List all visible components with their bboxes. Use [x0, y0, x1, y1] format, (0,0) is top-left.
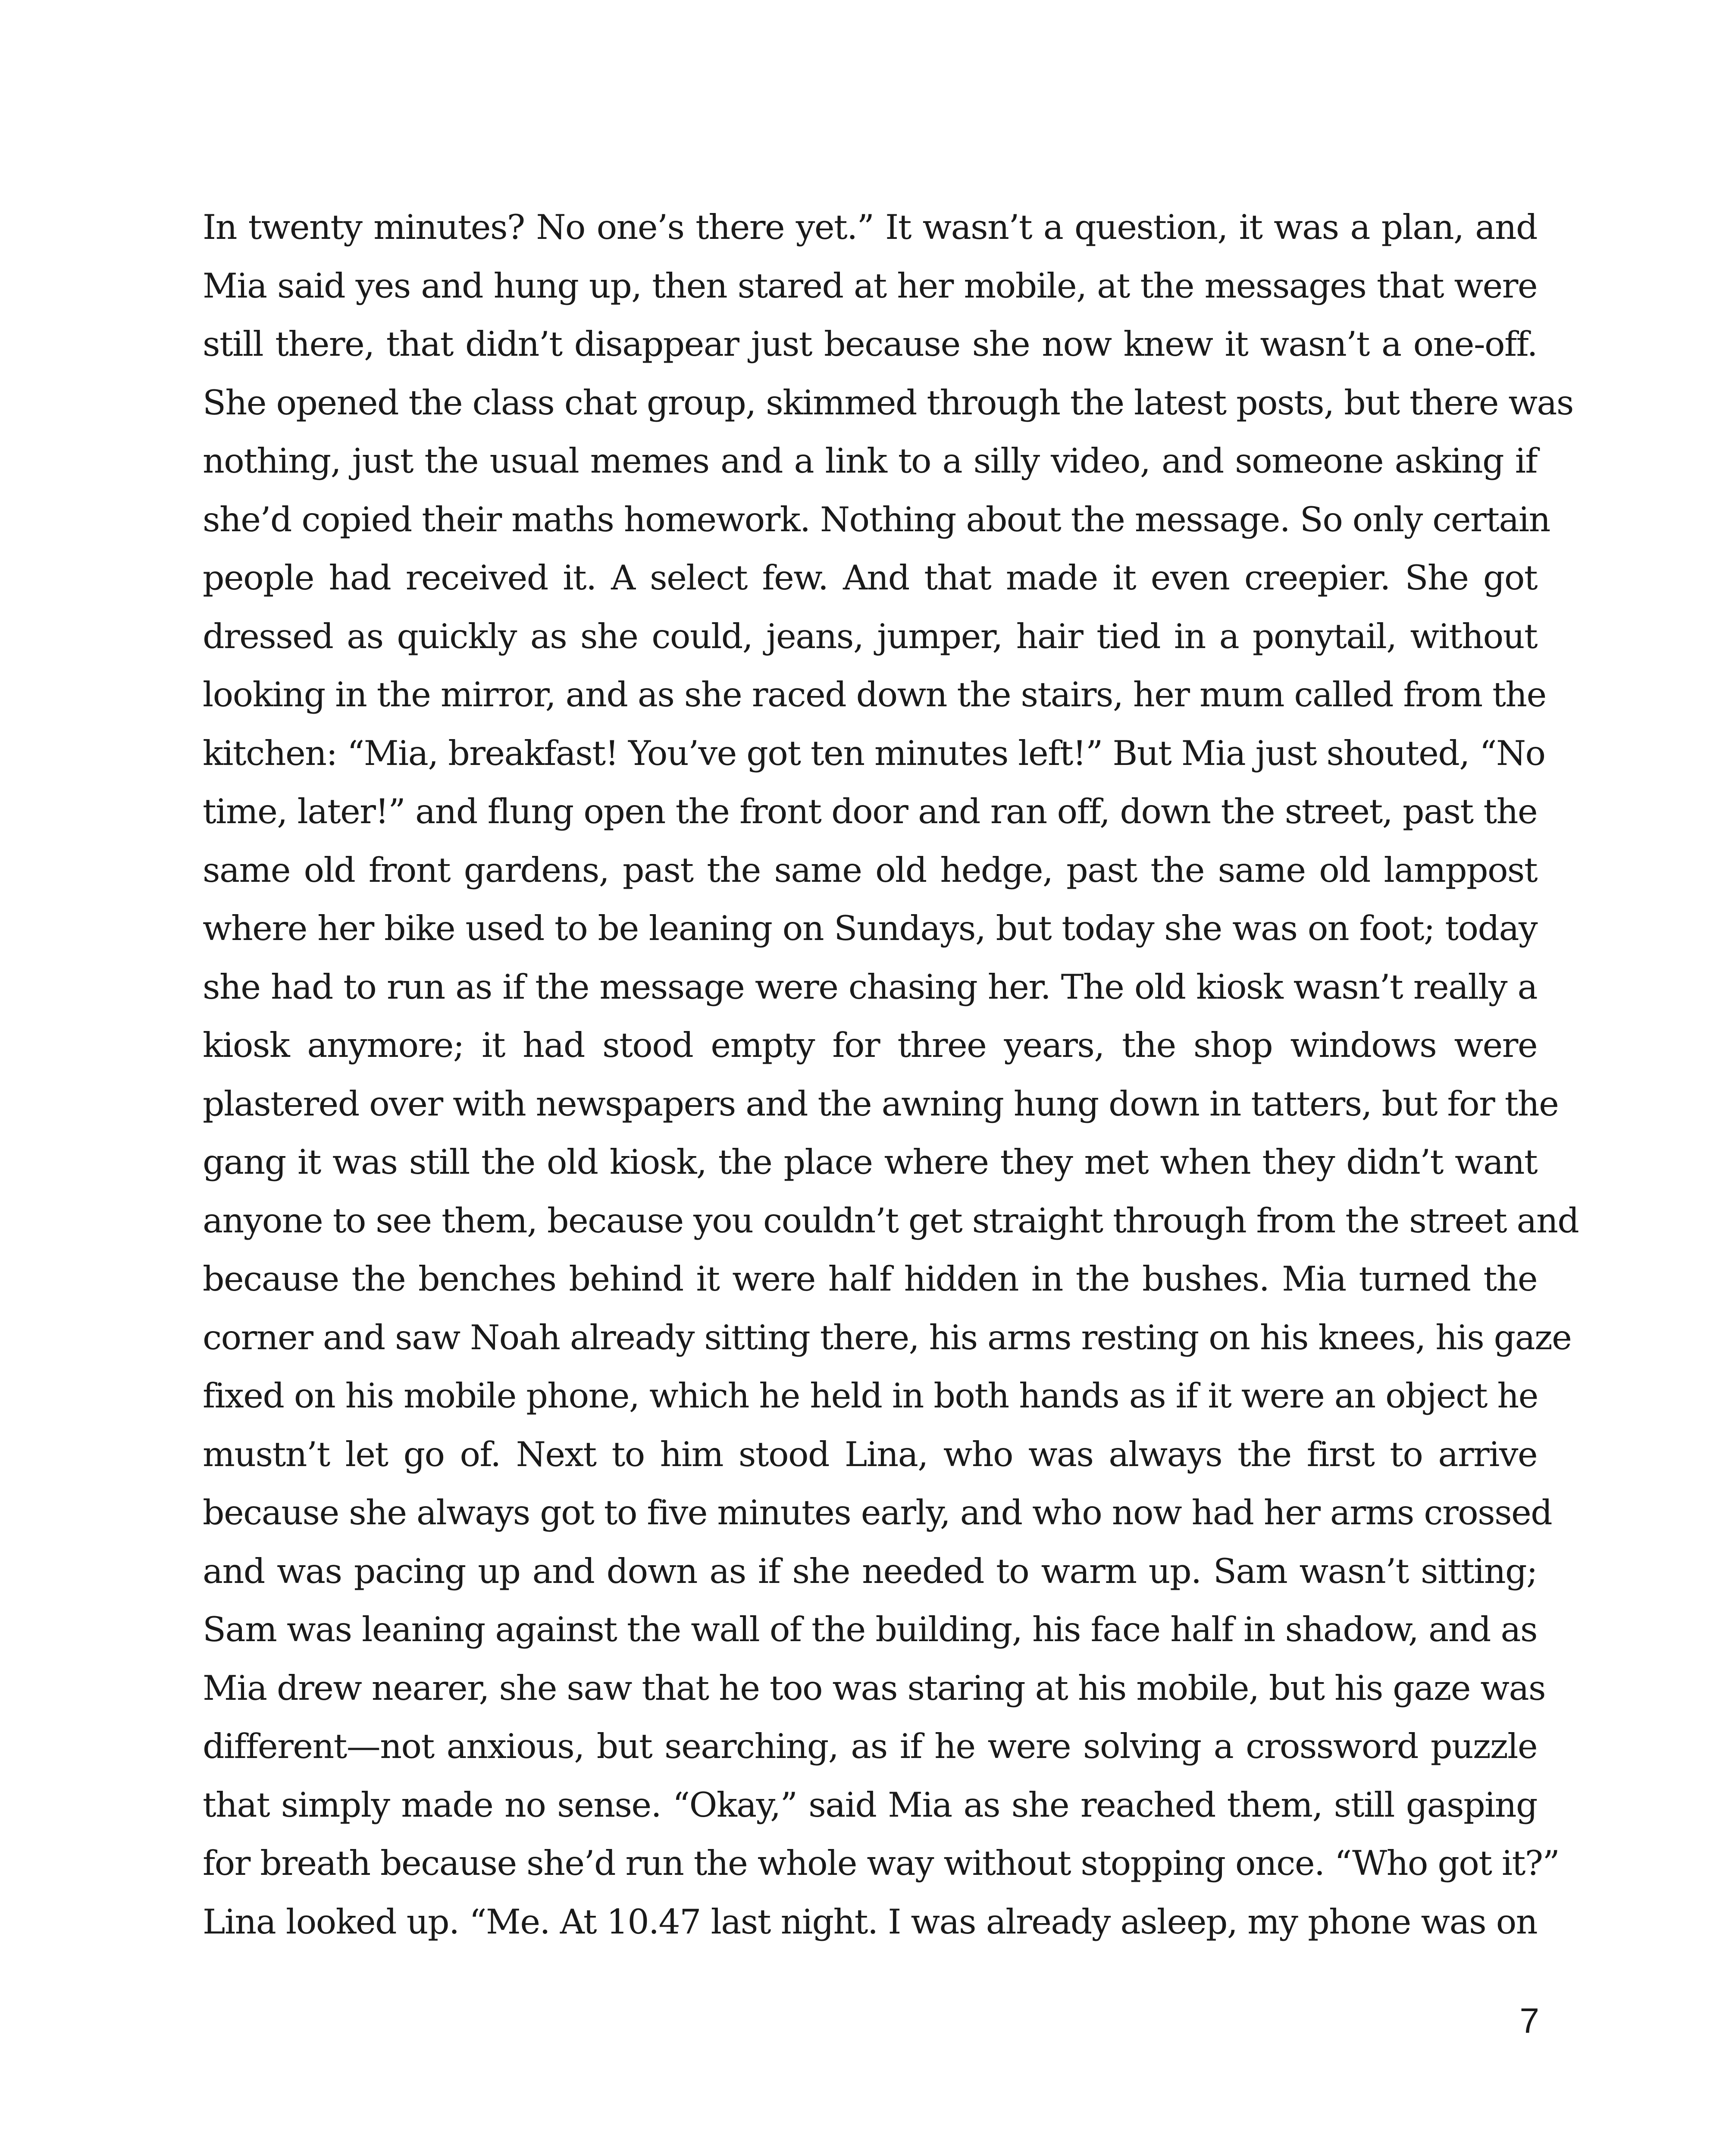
text-line: different—not anxious, but searching, as if he were solving a crossword puzzle	[203, 1727, 1537, 1766]
text-line: because she always got to five minutes early, and who now had her arms crossed	[203, 1493, 1552, 1532]
text-line: gang it was still the old kiosk, the place where they met when they didn’t want	[203, 1142, 1537, 1182]
text-line: for breath because she’d run the whole way without stopping once. “Who got it?”	[203, 1843, 1560, 1883]
text-line: that simply made no sense. “Okay,” said Mia as she reached them, still gasping	[203, 1785, 1537, 1825]
text-line: and was pacing up and down as if she needed to warm up. Sam wasn’t sitting;	[203, 1551, 1537, 1591]
text-line: Lina looked up. “Me. At 10.47 last night. I was already asleep, my phone was on	[203, 1902, 1537, 1942]
text-line: Mia drew nearer, she saw that he too was staring at his mobile, but his gaze was	[203, 1668, 1545, 1708]
text-line: nothing, just the usual memes and a link to a silly video, and someone asking if	[203, 441, 1537, 481]
text-line: looking in the mirror, and as she raced down the stairs, her mum called from the	[203, 675, 1546, 714]
text-line: kitchen: “Mia, breakfast! You’ve got ten minutes left!” But Mia just shouted, “No	[203, 733, 1545, 773]
text-line: She opened the class chat group, skimmed through the latest posts, but there was	[203, 382, 1573, 423]
text-line: dressed as quickly as she could, jeans, jumper, hair tied in a ponytail, without	[203, 616, 1537, 656]
text-line: she’d copied their maths homework. Nothing about the message. So only certain	[203, 499, 1550, 539]
text-line: people had received it. A select few. And that made it even creepier. She got	[203, 558, 1537, 598]
text-line: time, later!” and flung open the front door and ran off, down the street, past the	[203, 792, 1537, 831]
page-number: 7	[1519, 2001, 1539, 2040]
text-line: she had to run as if the message were chasing her. The old kiosk wasn’t really a	[203, 967, 1537, 1007]
text-line: kiosk anymore; it had stood empty for three years, the shop windows were	[203, 1025, 1537, 1065]
text-line: mustn’t let go of. Next to him stood Lina, who was always the first to arrive	[203, 1434, 1537, 1474]
text-line: fixed on his mobile phone, which he held in both hands as if it were an object he	[203, 1376, 1538, 1416]
text-line: same old front gardens, past the same old hedge, past the same old lamppost	[203, 850, 1537, 890]
text-line: where her bike used to be leaning on Sundays, but today she was on foot; today	[203, 909, 1537, 948]
text-line: Sam was leaning against the wall of the building, his face half in shadow, and as	[203, 1610, 1537, 1649]
text-line: plastered over with newspapers and the awning hung down in tatters, but for the	[203, 1084, 1559, 1124]
text-line: because the benches behind it were half hidden in the bushes. Mia turned the	[203, 1259, 1537, 1299]
text-line: anyone to see them, because you couldn’t get straight through from the street and	[203, 1200, 1579, 1241]
body-text	[203, 198, 1579, 1951]
text-line: still there, that didn’t disappear just because she now knew it wasn’t a one-off.	[203, 324, 1537, 364]
text-line: In twenty minutes? No one’s there yet.” It wasn’t a question, it was a plan, and	[203, 207, 1537, 247]
text-line: Mia said yes and hung up, then stared at her mobile, at the messages that were	[203, 266, 1537, 306]
text-line: corner and saw Noah already sitting there, his arms resting on his knees, his gaze	[203, 1317, 1572, 1357]
